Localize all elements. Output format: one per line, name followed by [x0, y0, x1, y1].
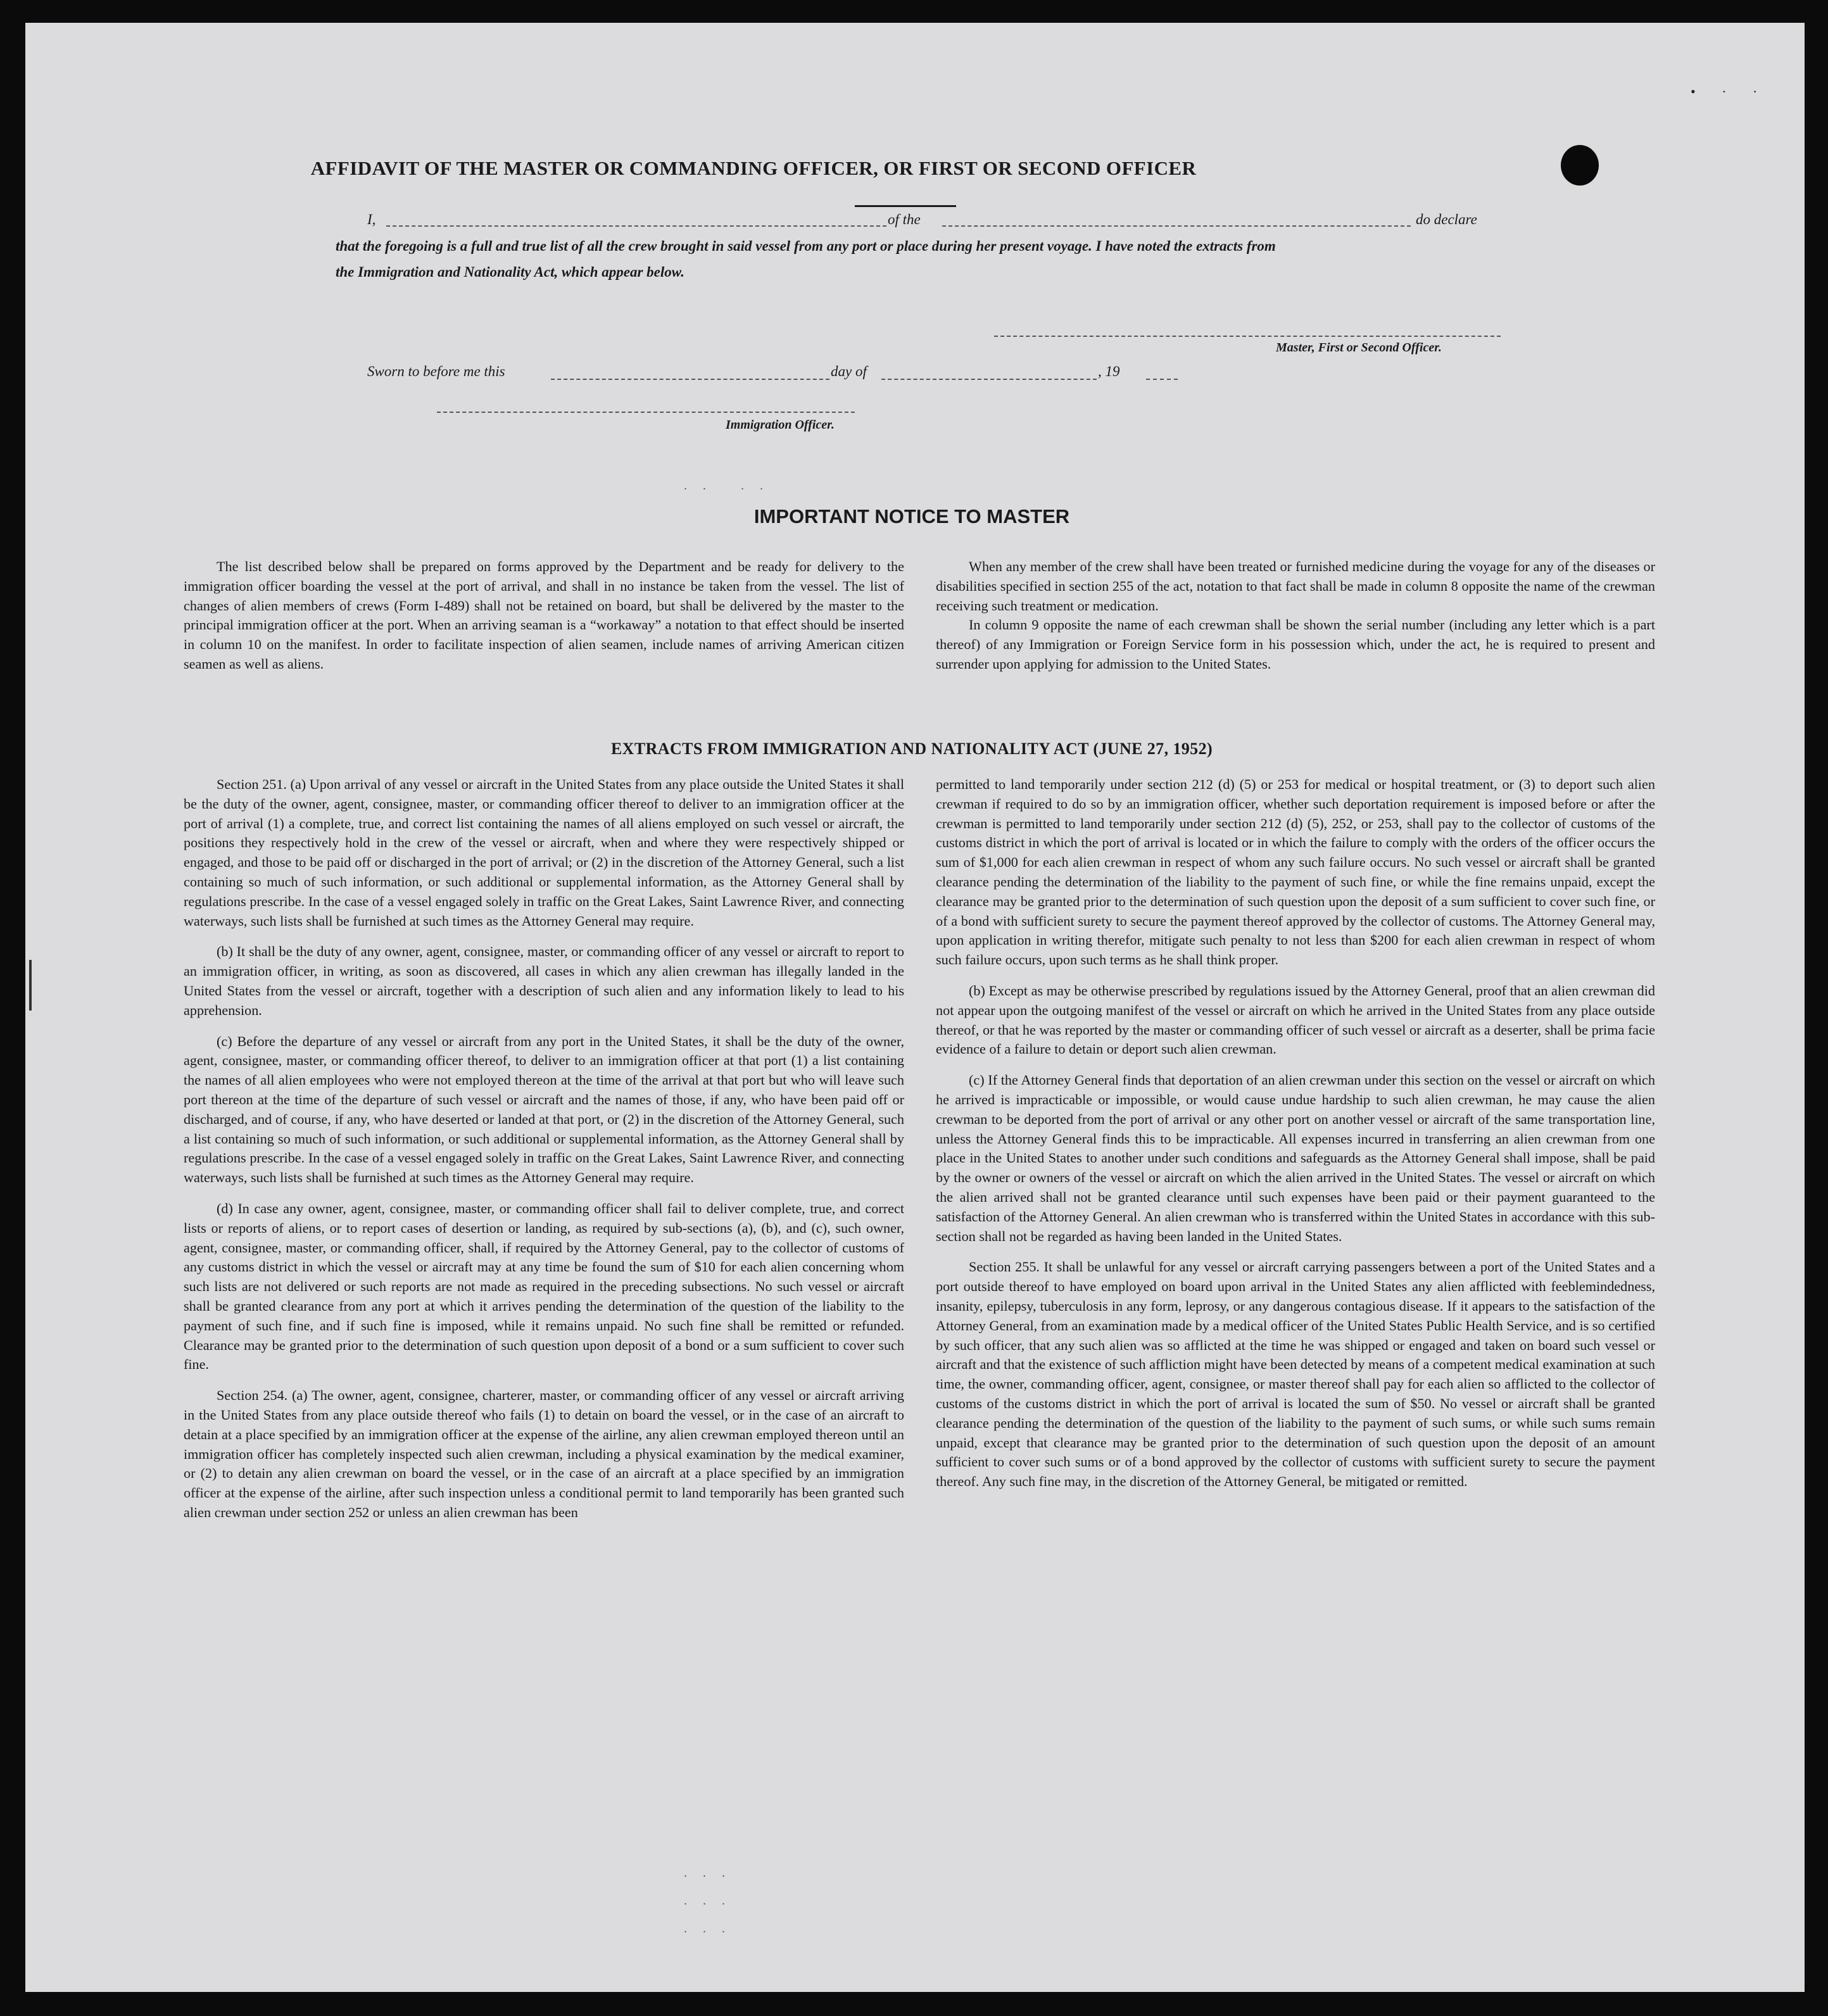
extracts-left-column: [184, 775, 904, 1523]
notice-heading: IMPORTANT NOTICE TO MASTER: [753, 505, 1070, 527]
section-254-b: (b) Except as may be otherwise prescribed by regulations issued by the Attorney General, proof that an alien crewman did not appear upon the outgoing manifest of the vessel or aircraft on which he arrived in the United States from any place outside thereof, or that he was reported by the master or commanding officer of such vessel or aircraft as a deserter, shall be prima facie evidence of a failure to detain or deport such alien crewman.: [936, 982, 1655, 1057]
ink-blot: [1561, 145, 1599, 186]
notice-left-column: [184, 557, 904, 674]
scan-edge-mark: [29, 960, 32, 1011]
sworn-year-field[interactable]: [1146, 379, 1178, 380]
scan-artifact-dots-bottom: . . . . . . . . .: [684, 1866, 731, 1936]
section-254-a: Section 254. (a) The owner, agent, consignee, charterer, master, or commanding officer of any vessel or aircraft arriving in the United States from any place outside thereof who fails (1) to detain on board the vessel, or in the case of an aircraft to detain at a place specified by an immigration officer at the expense of the airline, any alien crewman employed thereon until an immigration officer has completely inspected such alien crewman, including a physical examination by the medical examiner, or (2) to detain any alien crewman on board the vessel, or in the case of an aircraft at a place specified by an immigration officer at the expense of the airline, after such inspection unless a conditional permit to land temporarily has been granted such alien crewman under section 252 or unless an alien crewman has been: [184, 1387, 904, 1520]
notice-right-column: [936, 557, 1655, 674]
section-254-c: (c) If the Attorney General finds that deportation of an alien crewman under this section on the vessel or aircraft on which he arrived is impracticable or impossible, or would cause undue hardship to such alien crewman, he may cause the alien crewman to be deported from the port of arrival or any other port on another vessel or aircraft of the same transportation line, unless the Attorney General finds this to be impracticable. All expenses incurred in transferring an alien crewman from one place in the United States to another under such conditions and safeguards as the Attorney General shall impose, shall be paid by the owner or owners of the vessel or aircraft on which the alien arrived in the United States. The vessel or aircraft on which the alien arrived shall not be granted clearance until such expenses have been paid or their payment guaranteed to the satisfaction of the Attorney General. An alien crewman who is transferred within the United States in accordance with this sub-section shall not be regarded as having been landed in the United States.: [936, 1072, 1655, 1244]
section-251-d: (d) In case any owner, agent, consignee, master, or commanding officer shall fail to deliver complete, true, and correct lists or reports of aliens, or to report cases of desertion or landing, as required by sub-sections (a), (b), and (c), such owner, agent, consignee, master, or commanding officer, shall, if required by the Attorney General, pay to the collector of customs of any customs district in which the vessel or aircraft may at any time be found the sum of $10 for each alien concerning whom such lists are not delivered or such reports are not made as required in the preceding subsections. No such vessel or aircraft shall be granted clearance from any port at which it arrives pending the determination of the question of the liability to the payment of such fine, and if such fine is imposed, while it remains unpaid. No such fine shall be remitted or refunded. Clearance may be granted prior to the determination of such question upon deposit of a bond or a sum sufficient to cover such fine.: [184, 1200, 904, 1373]
declaration-text-1: that the foregoing is a full and true list of all the crew brought in said vessel from any port or place during her present voyage. I have noted the extracts from: [336, 238, 1276, 254]
notice-right-paragraph-1: When any member of the crew shall have been treated or furnished medicine during the voyage for any of the diseases or disabilities specified in section 255 of the act, notation to that fact shall be made in column 8 opposite the name of the crewman receiving such treatment or medication.: [936, 558, 1655, 614]
notice-right-paragraph-2: In column 9 opposite the name of each crewman shall be shown the serial number (including any letter which is a part thereof) of any Immigration or Foreign Service form in his possession which, under the act, he is required to present and surrender upon applying for admission to the United States.: [936, 617, 1655, 672]
title-underline: [855, 205, 956, 207]
declarant-name-field[interactable]: [386, 225, 886, 227]
immigration-officer-label: Immigration Officer.: [726, 418, 835, 432]
extracts-right-column: [936, 775, 1655, 1492]
section-251-b: (b) It shall be the duty of any owner, agent, consignee, master, or commanding officer of any vessel or aircraft to report to an immigration officer, in writing, as soon as discovered, all cases in which any alien crewman has illegally landed in the United States from the vessel or aircraft, together with a description of such alien and any information likely to lead to his apprehension.: [184, 943, 904, 1018]
section-251-a: Section 251. (a) Upon arrival of any vessel or aircraft in the United States from any place outside the United States it shall be the duty of the owner, agent, consignee, master, or commanding officer thereof to deliver to an immigration officer at the port of arrival (1) a complete, true, and correct list containing the names of all aliens employed on such vessel or aircraft, the positions they respectively hold in the crew of the vessel or aircraft, when and where they were respectively shipped or engaged, and those to be paid off or discharged in the port of arrival; or (2) in the discretion of the Attorney General, such a list containing so much of such information, or such additional or supplemental information, as the Attorney General shall by regulations prescribe. In the case of a vessel engaged solely in traffic on the Great Lakes, Saint Lawrence River, and connecting waterways, such lists shall be furnished at such times as the Attorney General may require.: [184, 776, 904, 929]
master-signature-label: Master, First or Second Officer.: [1276, 341, 1442, 355]
master-signature-field[interactable]: [994, 336, 1501, 337]
sworn-label: Sworn to before me this: [367, 363, 505, 379]
declaration-text-2: the Immigration and Nationality Act, which appear below.: [336, 264, 684, 280]
do-declare-label: do declare: [1416, 211, 1477, 227]
declarant-label: I,: [367, 211, 376, 227]
notice-left-paragraph: The list described below shall be prepared on forms approved by the Department and be ready for delivery to the immigration officer boarding the vessel at the port of arrival, and shall in no instance be taken from the vessel. The list of changes of alien members of crews (Form I-489) shall not be retained on board, but shall be delivered by the master to the principal immigration officer at the port. When an arriving seaman is a “workaway” a notation to that effect should be inserted in column 10 on the manifest. In order to facilitate inspection of alien seamen, include names of arriving American citizen seamen as well as aliens.: [184, 558, 904, 672]
day-of-label: day of: [831, 363, 867, 379]
vessel-label: of the: [888, 211, 921, 227]
section-255: Section 255. It shall be unlawful for any vessel or aircraft carrying passengers between a port of the United States and a port outside thereof to have employed on board upon arrival in the United States any alien afflicted with feeblemindedness, insanity, epilepsy, tuberculosis in any form, leprosy, or any dangerous contagious disease. If it appears to the satisfaction of the Attorney General, from an examination made by a medical officer of the United States Public Health Service, and is so certified by such officer, that any such alien was so afflicted at the time he was shipped or engaged and taken on board such vessel or aircraft and that the existence of such affliction might have been detected by means of a competent medical examination at such time, the owner, commanding officer, agent, consignee, or master thereof shall pay for each alien so afflicted to the collector of customs of the customs district in which the port of arrival is located the sum of $50. No vessel or aircraft shall be granted clearance pending the determination of the question of the liability to the payment of such sums, or while such sums remain unpaid, except that clearance may be granted prior to the determination of such question upon the deposit of an amount sufficient to cover such sums or of a bond approved by the collector of customs with sufficient surety to secure the payment thereof. Any such fine may, in the discretion of the Attorney General, be mitigated or remitted.: [936, 1259, 1655, 1490]
vessel-name-field[interactable]: [942, 225, 1411, 227]
extracts-heading: EXTRACTS FROM IMMIGRATION AND NATIONALITY ACT (JUNE 27, 1952): [610, 740, 1213, 758]
sworn-day-field[interactable]: [551, 379, 829, 380]
year-label: , 19: [1098, 363, 1120, 379]
section-251-c: (c) Before the departure of any vessel or aircraft from any port in the United States, it shall be the duty of the owner, agent, consignee, master, or commanding officer thereof, to deliver to an immigration officer at that port (1) a list containing the names of all alien employees who were not employed thereon at the time of the arrival at that port but who will leave such port thereon at the time of the departure of such vessel or aircraft and the names of those, if any, who have been paid off or discharged, and of course, if any, who have deserted or landed at that port, or (2) in the discretion of the Attorney General, such a list containing so much of such information, or such additional or supplemental information, as the Attorney General shall by regulations prescribe. In the case of a vessel engaged solely in traffic on the Great Lakes, Saint Lawrence River, and connecting waterways, such lists shall be furnished at such times as the Attorney General may require.: [184, 1033, 904, 1186]
affidavit-title: AFFIDAVIT OF THE MASTER OR COMMANDING OFFICER, OR FIRST OR SECOND OFFICER: [310, 157, 1197, 179]
form-page: [25, 23, 1805, 1992]
immigration-officer-signature-field[interactable]: [437, 412, 855, 413]
scan-artifact-dots: . . . .: [684, 479, 769, 493]
scan-specks: • · ·: [1691, 84, 1769, 99]
section-254-a-continued: permitted to land temporarily under section 212 (d) (5) or 253 for medical or hospital treatment, or (3) to deport such alien crewman if required to do so by an immigration officer, whether such deportation requirement is imposed before or after the crewman is permitted to land temporarily under section 212 (d) (5), 252, or 253, shall pay to the collector of customs of the customs district in which the port of arrival is located or in which the failure to comply with the orders of the officer occurs the sum of $1,000 for each alien crewman in respect of whom any such failure occurs. No such vessel or aircraft shall be granted clearance pending the determination of the liability to the payment of such fine, or while the fine remains unpaid, except the clearance may be granted prior to the determination of such question upon the deposit of a sum sufficient to cover such fine, or of a bond with sufficient surety to secure the payment thereof approved by the collector of customs. The Attorney General may, upon application in writing therefor, mitigate such penalty to not less than $200 for each alien crewman in respect of whom such failure occurs, upon such terms as he shall think proper.: [936, 776, 1655, 968]
sworn-month-field[interactable]: [881, 379, 1097, 380]
